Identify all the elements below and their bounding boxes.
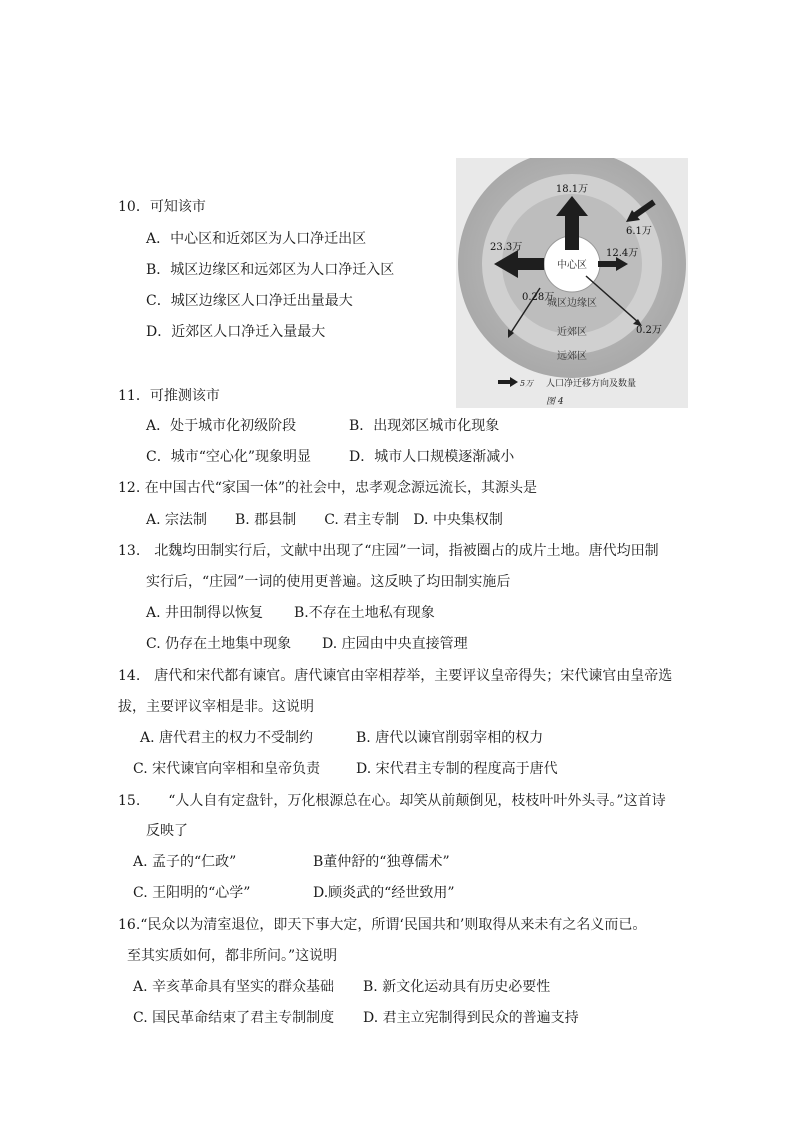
q15-option-d: D.顾炎武的“经世致用” xyxy=(313,885,455,901)
migration-diagram xyxy=(456,158,688,408)
q13-option-a: A. 井田制得以恢复 xyxy=(146,605,264,621)
q13-option-d: D. 庄园由中央直接管理 xyxy=(322,636,468,652)
q12-stem: 12. 在中国古代“家国一体”的社会中，忠孝观念源远流长，其源头是 xyxy=(118,480,538,496)
q10-stem: 10．可知该市 xyxy=(118,199,206,215)
q14-option-b: B. 唐代以谏官削弱宰相的权力 xyxy=(356,730,544,746)
q15-option-a: A. 孟子的“仁政” xyxy=(133,854,237,870)
label-flow-right: 12.4万 xyxy=(606,248,639,259)
legend-text: 人口净迁移方向及数量 xyxy=(546,379,637,389)
q16-stem-line2: 至其实质如何，都非所问。”这说明 xyxy=(127,948,338,964)
q10-option-d: D．近郊区人口净迁入量最大 xyxy=(146,324,326,340)
q14-stem-line2: 拔，主要评议宰相是非。这说明 xyxy=(118,699,314,715)
label-flow-up: 18.1万 xyxy=(555,184,589,195)
q10-option-c: C．城区边缘区人口净迁出量最大 xyxy=(146,293,353,309)
q15-option-c: C. 王阳明的“心学” xyxy=(133,885,251,901)
q10-option-b: B．城区边缘区和远郊区为人口净迁入区 xyxy=(146,262,395,278)
q13-option-b: B.不存在土地私有现象 xyxy=(294,605,435,621)
label-edge: 城区边缘区 xyxy=(547,298,597,309)
population-migration-figure xyxy=(456,158,688,408)
label-center: 中心区 xyxy=(557,260,587,271)
q16-option-d: D. 君主立宪制得到民众的普遍支持 xyxy=(363,1010,579,1026)
q14-option-a: A. 唐代君主的权力不受制约 xyxy=(140,730,314,746)
q10-option-a: A．中心区和近郊区为人口净迁出区 xyxy=(146,231,367,247)
q16-option-c: C. 国民革命结束了君主专制制度 xyxy=(133,1010,335,1026)
q13-stem-line2: 实行后，“庄园”一词的使用更普遍。这反映了均田制实施后 xyxy=(146,574,511,590)
label-far: 远郊区 xyxy=(557,351,587,362)
q13-option-c: C. 仍存在土地集中现象 xyxy=(146,636,292,652)
q11-option-c: C．城市“空心化”现象明显 xyxy=(146,449,312,465)
q16-option-b: B. 新文化运动具有历史必要性 xyxy=(363,979,551,995)
q11-option-d: D．城市人口规模逐渐减小 xyxy=(349,449,515,465)
label-flow-edge-outer: 0.28万 xyxy=(522,292,555,303)
q14-option-c: C. 宋代谏官向宰相和皇帝负责 xyxy=(133,761,321,777)
q14-stem-line1: 14. 唐代和宋代都有谏官。唐代谏官由宰相荐举，主要评议皇帝得失；宋代谏官由皇帝选 xyxy=(118,668,673,684)
figure-caption: 图 4 xyxy=(546,397,564,407)
q13-stem-line1: 13. 北魏均田制实行后，文献中出现了“庄园”一词，指被圈占的成片土地。唐代均田制 xyxy=(118,543,659,559)
q16-stem-line1: 16.“民众以为清室退位，即天下事大定，所谓‘民国共和’则取得从来未有之名义而已。 xyxy=(118,917,647,933)
q11-option-b: B．出现郊区城市化现象 xyxy=(349,418,500,434)
label-flow-center-outer: 0.2万 xyxy=(636,325,662,336)
label-flow-left: 23.3万 xyxy=(490,242,523,253)
q15-option-b: B董仲舒的“独尊儒术” xyxy=(313,854,450,870)
q12-options: A. 宗法制 B. 郡县制 C. 君主专制 D. 中央集权制 xyxy=(146,512,503,528)
q15-stem-line2: 反映了 xyxy=(146,823,188,839)
q14-option-d: D. 宋代君主专制的程度高于唐代 xyxy=(356,761,558,777)
q15-stem-line1: 15. “人人自有定盘针，万化根源总在心。却笑从前颠倒见，枝枝叶叶外头寻。”这首诗 xyxy=(118,793,666,809)
q11-option-a: A．处于城市化初级阶段 xyxy=(146,418,297,434)
q11-stem: 11．可推测该市 xyxy=(118,388,220,404)
q16-option-a: A. 辛亥革命具有坚实的群众基础 xyxy=(133,979,335,995)
label-near: 近郊区 xyxy=(557,327,587,338)
legend-scale: 5万 xyxy=(520,379,534,388)
label-flow-inward: 6.1万 xyxy=(626,226,652,237)
